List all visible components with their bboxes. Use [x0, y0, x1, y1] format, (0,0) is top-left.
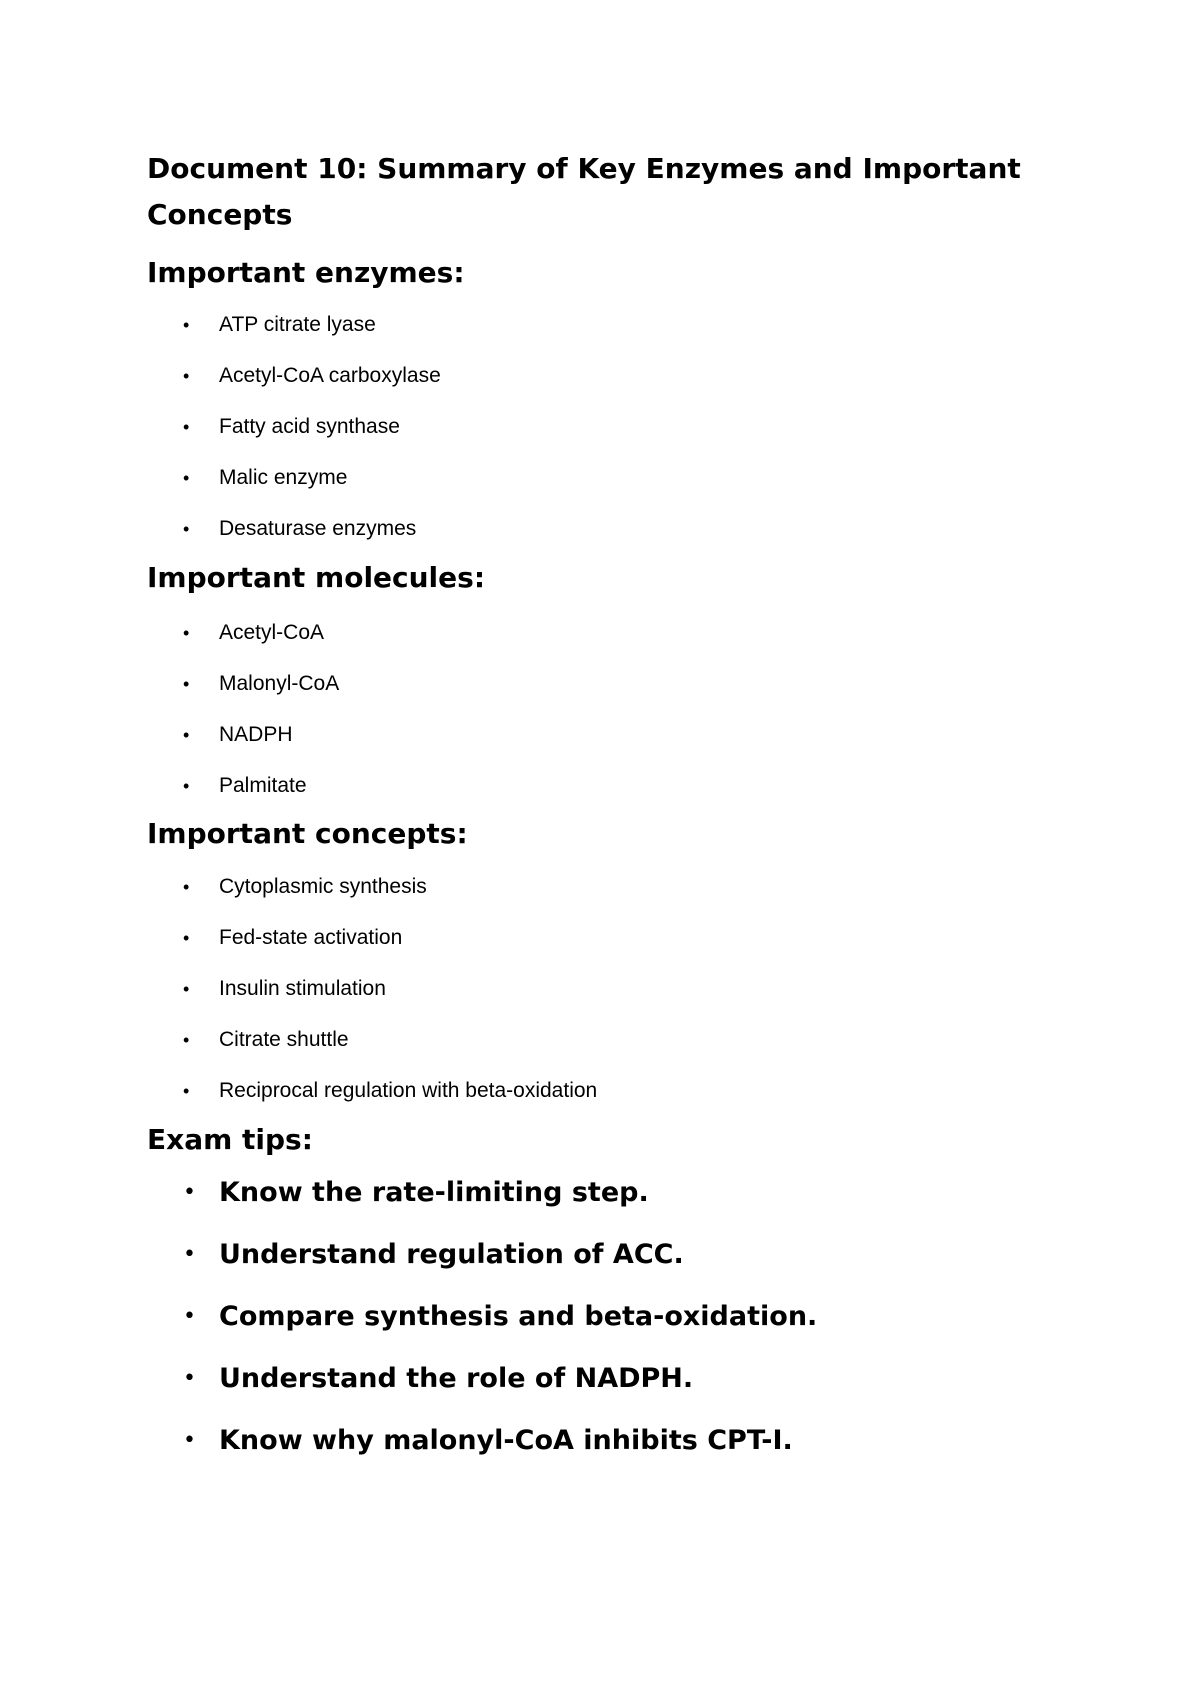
bullet-icon: • [183, 1030, 190, 1050]
bullet-icon: • [183, 519, 190, 539]
bullet-icon: • [183, 468, 190, 488]
bullet-icon: • [183, 725, 190, 745]
list-item: • Palmitate [183, 774, 307, 797]
list-item: • Malic enzyme [183, 466, 348, 489]
list-item: • Desaturase enzymes [183, 517, 417, 540]
bullet-icon: • [183, 366, 190, 386]
section-heading-concepts: Important concepts: [147, 817, 468, 850]
list-item: • Reciprocal regulation with beta-oxidation [183, 1079, 598, 1102]
bullet-icon: • [183, 979, 190, 999]
bullet-icon: • [183, 877, 190, 897]
list-item: • Understand the role of NADPH. [147, 1361, 1047, 1397]
bullet-icon: • [183, 623, 190, 643]
list-item: • ATP citrate lyase [183, 313, 376, 336]
list-item: • NADPH [183, 723, 293, 746]
bullet-icon: • [183, 928, 190, 948]
list-item: • Cytoplasmic synthesis [183, 875, 427, 898]
bullet-icon: • [183, 1366, 196, 1391]
section-heading-exam-tips: Exam tips: [147, 1123, 313, 1156]
list-item: • Insulin stimulation [183, 977, 386, 1000]
bullet-icon: • [183, 674, 190, 694]
concepts-list [147, 874, 1047, 1104]
document-title: Document 10: Summary of Key Enzymes and Important Concepts [147, 152, 1021, 231]
bullet-icon: • [183, 1242, 196, 1267]
document-body [147, 146, 1047, 1459]
bullet-icon: • [183, 1304, 196, 1329]
bullet-icon: • [183, 417, 190, 437]
list-item: • Malonyl-CoA [183, 672, 340, 695]
list-item: • Know the rate-limiting step. [147, 1175, 1047, 1211]
enzymes-list [147, 312, 1047, 542]
exam-tips-list [147, 1175, 1047, 1459]
section-heading-molecules: Important molecules: [147, 561, 486, 594]
bullet-icon: • [183, 776, 190, 796]
bullet-icon: • [183, 1428, 196, 1453]
bullet-icon: • [183, 315, 190, 335]
list-item: • Know why malonyl-CoA inhibits CPT-I. [147, 1423, 1047, 1459]
list-item: • Acetyl-CoA [183, 621, 325, 644]
list-item: • Understand regulation of ACC. [147, 1237, 1047, 1273]
list-item: • Citrate shuttle [183, 1028, 349, 1051]
bullet-icon: • [183, 1180, 196, 1205]
bullet-icon: • [183, 1081, 190, 1101]
list-item: • Fatty acid synthase [183, 415, 400, 438]
molecules-list [147, 620, 1047, 799]
list-item: • Fed-state activation [183, 926, 403, 949]
list-item: • Compare synthesis and beta-oxidation. [147, 1299, 1047, 1335]
list-item: • Acetyl-CoA carboxylase [183, 364, 441, 387]
section-heading-enzymes: Important enzymes: [147, 256, 465, 289]
